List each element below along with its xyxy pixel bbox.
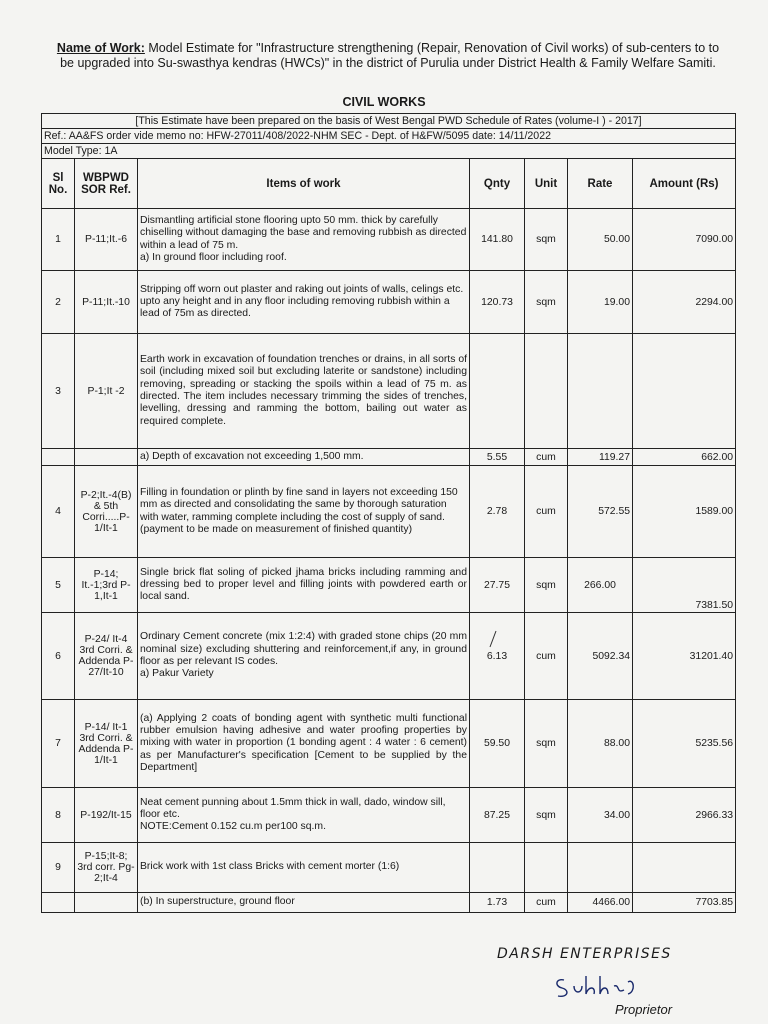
row-sl-no: 2 — [42, 271, 75, 334]
row-item-description: Brick work with 1st class Bricks with cement morter (1:6) — [138, 843, 470, 893]
name-of-work-label: Name of Work: — [56, 41, 145, 55]
row-quantity: 5.55 — [470, 449, 525, 466]
row-item-description: Filling in foundation or plinth by fine sand in layers not exceeding 150 mm as directed and consolidating the same by thorough saturation with water, ramming complete including the cost of supply of sand. (payment to be made on measurement of finished quantity) — [138, 466, 470, 558]
table-row — [42, 843, 736, 893]
row-rate: 572.55 — [568, 466, 633, 558]
handwritten-signature — [550, 972, 640, 1004]
row-unit — [525, 843, 568, 893]
reference-line: Ref.: AA&FS order vide memo no: HFW-27011/408/2022-NHM SEC - Dept. of H&FW/5095 date: 14/11/2022 — [42, 129, 736, 144]
col-quantity: Qnty — [470, 159, 525, 209]
col-sl-no: Sl No. — [42, 159, 75, 209]
company-stamp: DARSH ENTERPRISES — [497, 946, 672, 962]
row-amount: 2294.00 — [633, 271, 736, 334]
table-row — [42, 893, 736, 913]
estimate-table — [41, 113, 736, 913]
row-sor-ref: P-11;It.-6 — [75, 209, 138, 271]
col-unit: Unit — [525, 159, 568, 209]
row-rate: 5092.34 — [568, 613, 633, 700]
row-item-description: (a) Applying 2 coats of bonding agent with synthetic multi functional rubber emulsion having adhesive and water proofing properties by mixing with water in proportion (1 bonding agent : 4 water : 6 cement) as per Manufacturer's specification [Cement to be supplied by the Department] — [138, 700, 470, 788]
row-quantity: 120.73 — [470, 271, 525, 334]
table-row — [42, 449, 736, 466]
row-unit: sqm — [525, 700, 568, 788]
row-amount — [633, 334, 736, 449]
table-row — [42, 466, 736, 558]
row-unit: cum — [525, 893, 568, 913]
row-item-description: Dismantling artificial stone flooring upto 50 mm. thick by carefully chiselling without damaging the base and removing rubbish as directed within a lead of 75 m. a) In ground floor including roof. — [138, 209, 470, 271]
row-sl-no: 8 — [42, 788, 75, 843]
row-sor-ref: P-24/ It-4 3rd Corri. & Addenda P-27/It-10 — [75, 613, 138, 700]
name-of-work-text: Model Estimate for "Infrastructure strengthening (Repair, Renovation of Civil works) of sub-centers to to be upgraded into Su-swasthya kendras (HWCs)" in the district of Purulia under District Health & Family Welfare Samiti. — [60, 41, 720, 70]
row-sl-no: 3 — [42, 334, 75, 449]
row-rate — [568, 334, 633, 449]
table-row — [42, 334, 736, 449]
row-sl-no: 1 — [42, 209, 75, 271]
row-rate: 119.27 — [568, 449, 633, 466]
row-unit: sqm — [525, 558, 568, 613]
table-row — [42, 209, 736, 271]
row-sl-no: 5 — [42, 558, 75, 613]
name-of-work-header — [52, 41, 724, 71]
row-rate: 4466.00 — [568, 893, 633, 913]
row-amount: 31201.40 — [633, 613, 736, 700]
row-sor-ref: P-1;It -2 — [75, 334, 138, 449]
table-row — [42, 788, 736, 843]
table-row — [42, 558, 736, 613]
row-sl-no: 6 — [42, 613, 75, 700]
table-row — [42, 271, 736, 334]
row-amount: 1589.00 — [633, 466, 736, 558]
row-rate: 88.00 — [568, 700, 633, 788]
row-quantity: 27.75 — [470, 558, 525, 613]
row-amount: 5235.56 — [633, 700, 736, 788]
col-amount: Amount (Rs) — [633, 159, 736, 209]
row-unit — [525, 334, 568, 449]
row-item-description: Stripping off worn out plaster and raking out joints of walls, celings etc. upto any height and in any floor including removing rubbish within a lead of 75m as directed. — [138, 271, 470, 334]
table-row — [42, 700, 736, 788]
row-rate: 266.00 — [568, 558, 633, 613]
row-amount: 662.00 — [633, 449, 736, 466]
row-unit: cum — [525, 613, 568, 700]
row-sor-ref: P-14; It.-1;3rd P-1,It-1 — [75, 558, 138, 613]
row-sor-ref: P-192/It-15 — [75, 788, 138, 843]
row-quantity: 1.73 — [470, 893, 525, 913]
model-type: Model Type: 1A — [42, 144, 736, 159]
row-sor-ref: P-2;It.-4(B) & 5th Corri.....P-1/It-1 — [75, 466, 138, 558]
row-quantity: 141.80 — [470, 209, 525, 271]
col-sor-ref: WBPWD SOR Ref. — [75, 159, 138, 209]
estimate-basis-note: [This Estimate have been prepared on the basis of West Bengal PWD Schedule of Rates (volume-I ) - 2017] — [42, 114, 736, 129]
col-rate: Rate — [568, 159, 633, 209]
row-item-description: Ordinary Cement concrete (mix 1:2:4) with graded stone chips (20 mm nominal size) excluding shuttering and reinforcement,if any, in ground floor as per relevant IS codes. a) Pakur Variety — [138, 613, 470, 700]
row-amount: 7381.50 — [633, 558, 736, 613]
row-rate: 19.00 — [568, 271, 633, 334]
row-item-description: a) Depth of excavation not exceeding 1,500 mm. — [138, 449, 470, 466]
row-sl-no: 4 — [42, 466, 75, 558]
row-amount: 7703.85 — [633, 893, 736, 913]
row-item-description: Single brick flat soling of picked jhama bricks including ramming and dressing bed to proper level and filling joints with powdered earth or local sand. — [138, 558, 470, 613]
row-quantity: 59.50 — [470, 700, 525, 788]
row-unit: cum — [525, 449, 568, 466]
row-sor-ref — [75, 449, 138, 466]
proprietor-title: Proprietor — [615, 1002, 673, 1017]
row-quantity — [470, 334, 525, 449]
row-rate: 34.00 — [568, 788, 633, 843]
row-quantity — [470, 843, 525, 893]
table-row — [42, 613, 736, 700]
row-quantity: 6.13 — [470, 613, 525, 700]
row-amount — [633, 843, 736, 893]
row-item-description: Earth work in excavation of foundation trenches or drains, in all sorts of soil (including mixed soil but excluding laterite or sandstone) including removing, spreading or stacking the spoils within a lead of 75 m. as directed. The item includes necessary trimming the sides of trenches, levelling, dressing and ramming the bottom, bailing out water as required complete. — [138, 334, 470, 449]
row-unit: sqm — [525, 271, 568, 334]
row-sl-no — [42, 893, 75, 913]
row-rate — [568, 843, 633, 893]
row-sl-no: 9 — [42, 843, 75, 893]
column-header-row — [42, 159, 736, 209]
row-quantity: 2.78 — [470, 466, 525, 558]
row-unit: sqm — [525, 788, 568, 843]
row-sl-no: 7 — [42, 700, 75, 788]
row-amount: 7090.00 — [633, 209, 736, 271]
row-unit: sqm — [525, 209, 568, 271]
row-item-description: Neat cement punning about 1.5mm thick in wall, dado, window sill, floor etc. NOTE:Cement 0.152 cu.m per100 sq.m. — [138, 788, 470, 843]
row-sor-ref: P-14/ It-1 3rd Corri. & Addenda P-1/It-1 — [75, 700, 138, 788]
row-sl-no — [42, 449, 75, 466]
section-title: CIVIL WORKS — [342, 95, 426, 109]
row-item-description: (b) In superstructure, ground floor — [138, 893, 470, 913]
row-rate: 50.00 — [568, 209, 633, 271]
pen-tick-mark — [486, 630, 500, 648]
row-sor-ref: P-11;It.-10 — [75, 271, 138, 334]
row-amount: 2966.33 — [633, 788, 736, 843]
row-sor-ref: P-15;It-8; 3rd corr. Pg-2;It-4 — [75, 843, 138, 893]
row-unit: cum — [525, 466, 568, 558]
row-sor-ref — [75, 893, 138, 913]
row-quantity: 87.25 — [470, 788, 525, 843]
col-items-of-work: Items of work — [138, 159, 470, 209]
